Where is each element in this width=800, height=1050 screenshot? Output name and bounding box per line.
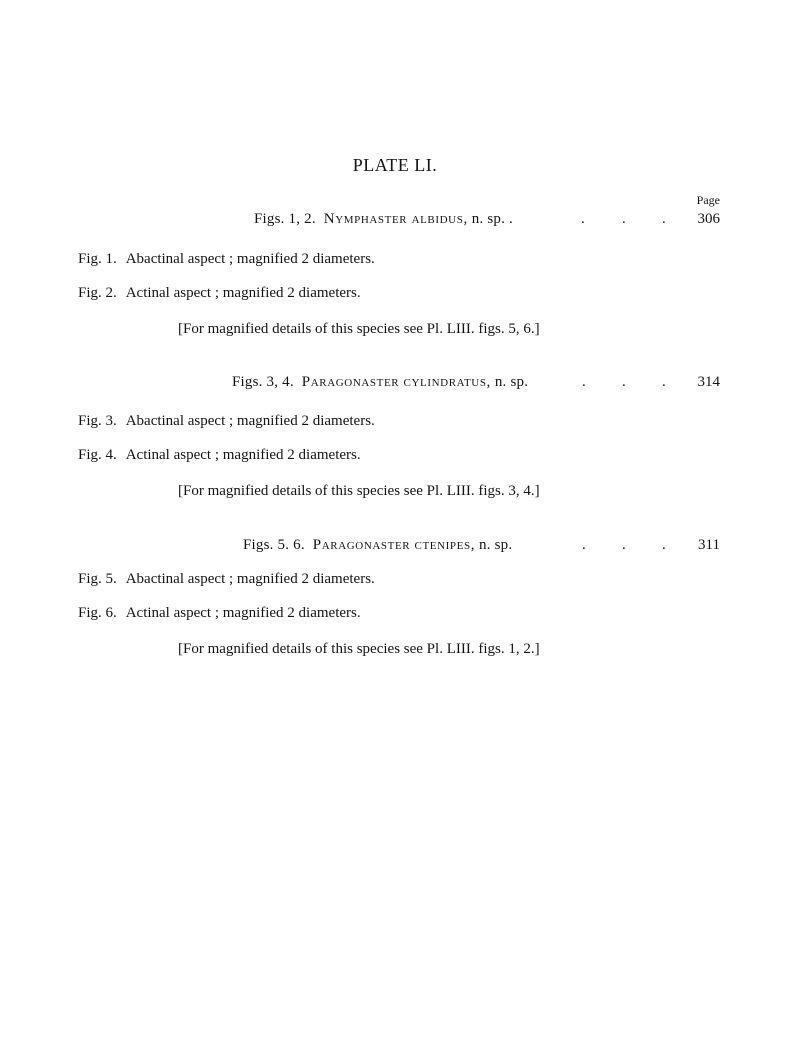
leader-dot: . <box>622 537 626 553</box>
figs-label: Figs. 1, 2. <box>254 211 316 227</box>
page-number: 314 <box>697 374 720 390</box>
page-number: 306 <box>697 211 720 227</box>
details-note: [For magnified details of this species see Pl. LIII. figs. 3, 4.] <box>178 483 540 499</box>
plate-title: PLATE LI. <box>352 155 438 175</box>
species-suffix: n. sp. . <box>471 211 513 227</box>
species-name: Nymphaster albidus, <box>323 211 468 227</box>
figure-label: Fig. 3. <box>78 413 117 429</box>
figure-description: Actinal aspect ; magnified 2 diameters. <box>125 447 361 463</box>
section-heading <box>232 374 528 391</box>
page-column-label: Page <box>696 193 720 207</box>
species-suffix: n. sp. <box>494 374 529 390</box>
leader-dot: . <box>582 374 586 390</box>
figure-label: Fig. 1. <box>78 251 117 267</box>
figure-description: Abactinal aspect ; magnified 2 diameters. <box>125 571 375 587</box>
figure-entry <box>78 571 375 588</box>
figure-label: Fig. 2. <box>78 285 117 301</box>
section-heading <box>243 537 512 554</box>
figs-label: Figs. 3, 4. <box>232 374 294 390</box>
figure-description: Actinal aspect ; magnified 2 diameters. <box>125 605 361 621</box>
leader-dot: . <box>662 374 666 390</box>
leader-dot: . <box>582 537 586 553</box>
details-note: [For magnified details of this species see Pl. LIII. figs. 1, 2.] <box>178 641 540 657</box>
leader-dot: . <box>581 211 585 227</box>
figure-description: Abactinal aspect ; magnified 2 diameters. <box>125 413 375 429</box>
species-suffix: n. sp. <box>479 537 513 553</box>
figure-entry <box>78 285 361 302</box>
figure-description: Abactinal aspect ; magnified 2 diameters. <box>125 251 375 267</box>
section-heading <box>254 211 513 228</box>
leader-dot: . <box>622 211 626 227</box>
page-number: 311 <box>698 537 720 553</box>
species-name: Paragonaster cylindratus, <box>301 374 491 390</box>
figure-label: Fig. 4. <box>78 447 117 463</box>
figure-label: Fig. 6. <box>78 605 117 621</box>
figs-label: Figs. 5. 6. <box>243 537 305 553</box>
figure-entry <box>78 605 361 622</box>
species-name: Paragonaster ctenipes, <box>312 537 476 553</box>
leader-dot: . <box>662 537 666 553</box>
figure-description: Actinal aspect ; magnified 2 diameters. <box>125 285 361 301</box>
leader-dot: . <box>662 211 666 227</box>
details-note: [For magnified details of this species see Pl. LIII. figs. 5, 6.] <box>178 321 540 337</box>
leader-dot: . <box>622 374 626 390</box>
figure-label: Fig. 5. <box>78 571 117 587</box>
figure-entry <box>78 447 361 464</box>
figure-entry <box>78 413 375 430</box>
figure-entry <box>78 251 375 268</box>
